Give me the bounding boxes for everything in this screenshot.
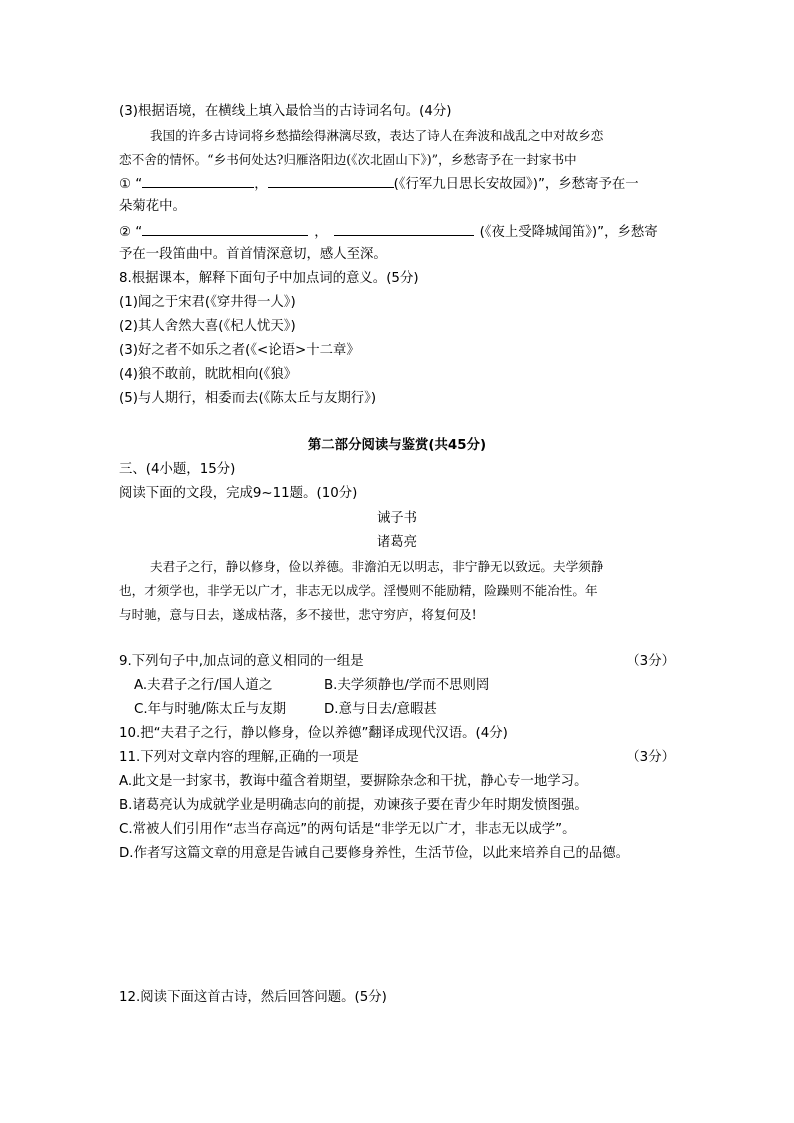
q9-score: （3分） — [626, 654, 675, 669]
fill-item-1-comma: ， — [254, 177, 268, 192]
section-three: 三、(4小题，15分) — [119, 462, 236, 477]
q7-sub3-title: (3)根据语境，在横线上填入最恰当的古诗词名句。(4分) — [119, 104, 452, 119]
fill-item-2-suffix: (《夜上受降城闻笛》)”，乡愁寄 — [479, 225, 658, 240]
q8-item-3: (3)好之者不如乐之者(《<论语>十二章》 — [119, 343, 360, 358]
q11-stem: 11.下列对文章内容的理解,正确的一项是 — [119, 750, 359, 765]
q8-item-2: (2)其人舍然大喜(《杞人忧天》) — [119, 319, 296, 334]
q8-title: 8.根据课本，解释下面句子中加点词的意义。(5分) — [119, 271, 419, 286]
fill-item-2-continued: 予在一段笛曲中。首首情深意切，感人至深。 — [119, 247, 387, 262]
text-line-1: 夫君子之行，静以修身，俭以养德。非澹泊无以明志，非宁静无以致远。夫学须静 — [150, 559, 604, 574]
q9-option-c: C.年与时驰/陈太丘与友期 — [134, 702, 287, 717]
fill-item-1-continued: 朵菊花中。 — [119, 199, 186, 214]
q8-item-1: (1)闻之于宋君(《穿井得一人》) — [119, 295, 296, 310]
passage-line-2: 恋不舍的情怀。“乡书何处达?归雁洛阳边(《次北固山下》)”，乡愁寄予在一封家书中 — [119, 152, 577, 167]
text-line-2: 也，才须学也，非学无以广才，非志无以成学。淫慢则不能励精，险躁则不能冶性。年 — [119, 583, 598, 598]
q9-stem: 9.下列句子中,加点词的意义相同的一组是 — [119, 654, 364, 669]
q11-score: （3分） — [626, 750, 675, 765]
answer-blank-1[interactable] — [142, 174, 254, 188]
q11-option-b: B.诸葛亮认为成就学业是明确志向的前提，劝谏孩子要在青少年时期发愤图强。 — [119, 798, 588, 813]
fill-item-1-prefix: ① “ — [119, 177, 143, 192]
text-line-3: 与时驰，意与日去，遂成枯落，多不接世，悲守穷庐，将复何及! — [119, 607, 477, 622]
fill-item-2-prefix: ② “ — [119, 225, 143, 240]
q8-item-5: (5)与人期行，相委而去(《陈太丘与友期行》) — [119, 391, 377, 406]
q11-option-d: D.作者写这篇文章的用意是告诫自己要修身养性，生活节俭，以此来培养自己的品德。 — [119, 846, 630, 861]
q10-stem: 10.把“夫君子之行，静以修身，俭以养德”翻译成现代汉语。(4分) — [119, 726, 508, 741]
answer-blank-2[interactable] — [268, 174, 394, 188]
answer-blank-4[interactable] — [334, 222, 474, 236]
text-author: 诸葛亮 — [376, 535, 418, 550]
fill-item-2 — [119, 222, 658, 242]
q11-option-a: A.此文是一封家书，教诲中蕴含着期望，要摒除杂念和干扰，静心专一地学习。 — [119, 774, 588, 789]
q9-option-b: B.夫学须静也/学而不思则罔 — [324, 678, 490, 693]
q12-stem: 12.阅读下面这首古诗，然后回答问题。(5分) — [119, 990, 387, 1005]
fill-item-2-comma: ， — [314, 225, 328, 240]
q9-option-d: D.意与日去/意暇甚 — [324, 702, 437, 717]
part2-heading: 第二部分阅读与鉴赏(共45分) — [307, 438, 487, 453]
q9-stem-row — [119, 653, 675, 671]
q11-option-c: C.常被人们引用作“志当存高远”的两句话是“非学无以广才，非志无以成学”。 — [119, 822, 576, 837]
q9-option-a: A.夫君子之行/国人道之 — [134, 678, 273, 693]
q8-item-4: (4)狼不敢前，眈眈相向(《狼》 — [119, 367, 298, 382]
reading-instruction: 阅读下面的文段，完成9~11题。(10分) — [119, 486, 358, 501]
answer-blank-3[interactable] — [142, 222, 308, 236]
text-title: 诫子书 — [376, 511, 418, 526]
passage-line-1: 我国的许多古诗词将乡愁描绘得淋漓尽致，表达了诗人在奔波和战乱之中对故乡恋 — [150, 128, 604, 143]
fill-item-1-suffix: (《行军九日思长安故园》)”，乡愁寄予在一 — [393, 177, 639, 192]
fill-item-1 — [119, 174, 639, 194]
q11-stem-row — [119, 749, 675, 767]
